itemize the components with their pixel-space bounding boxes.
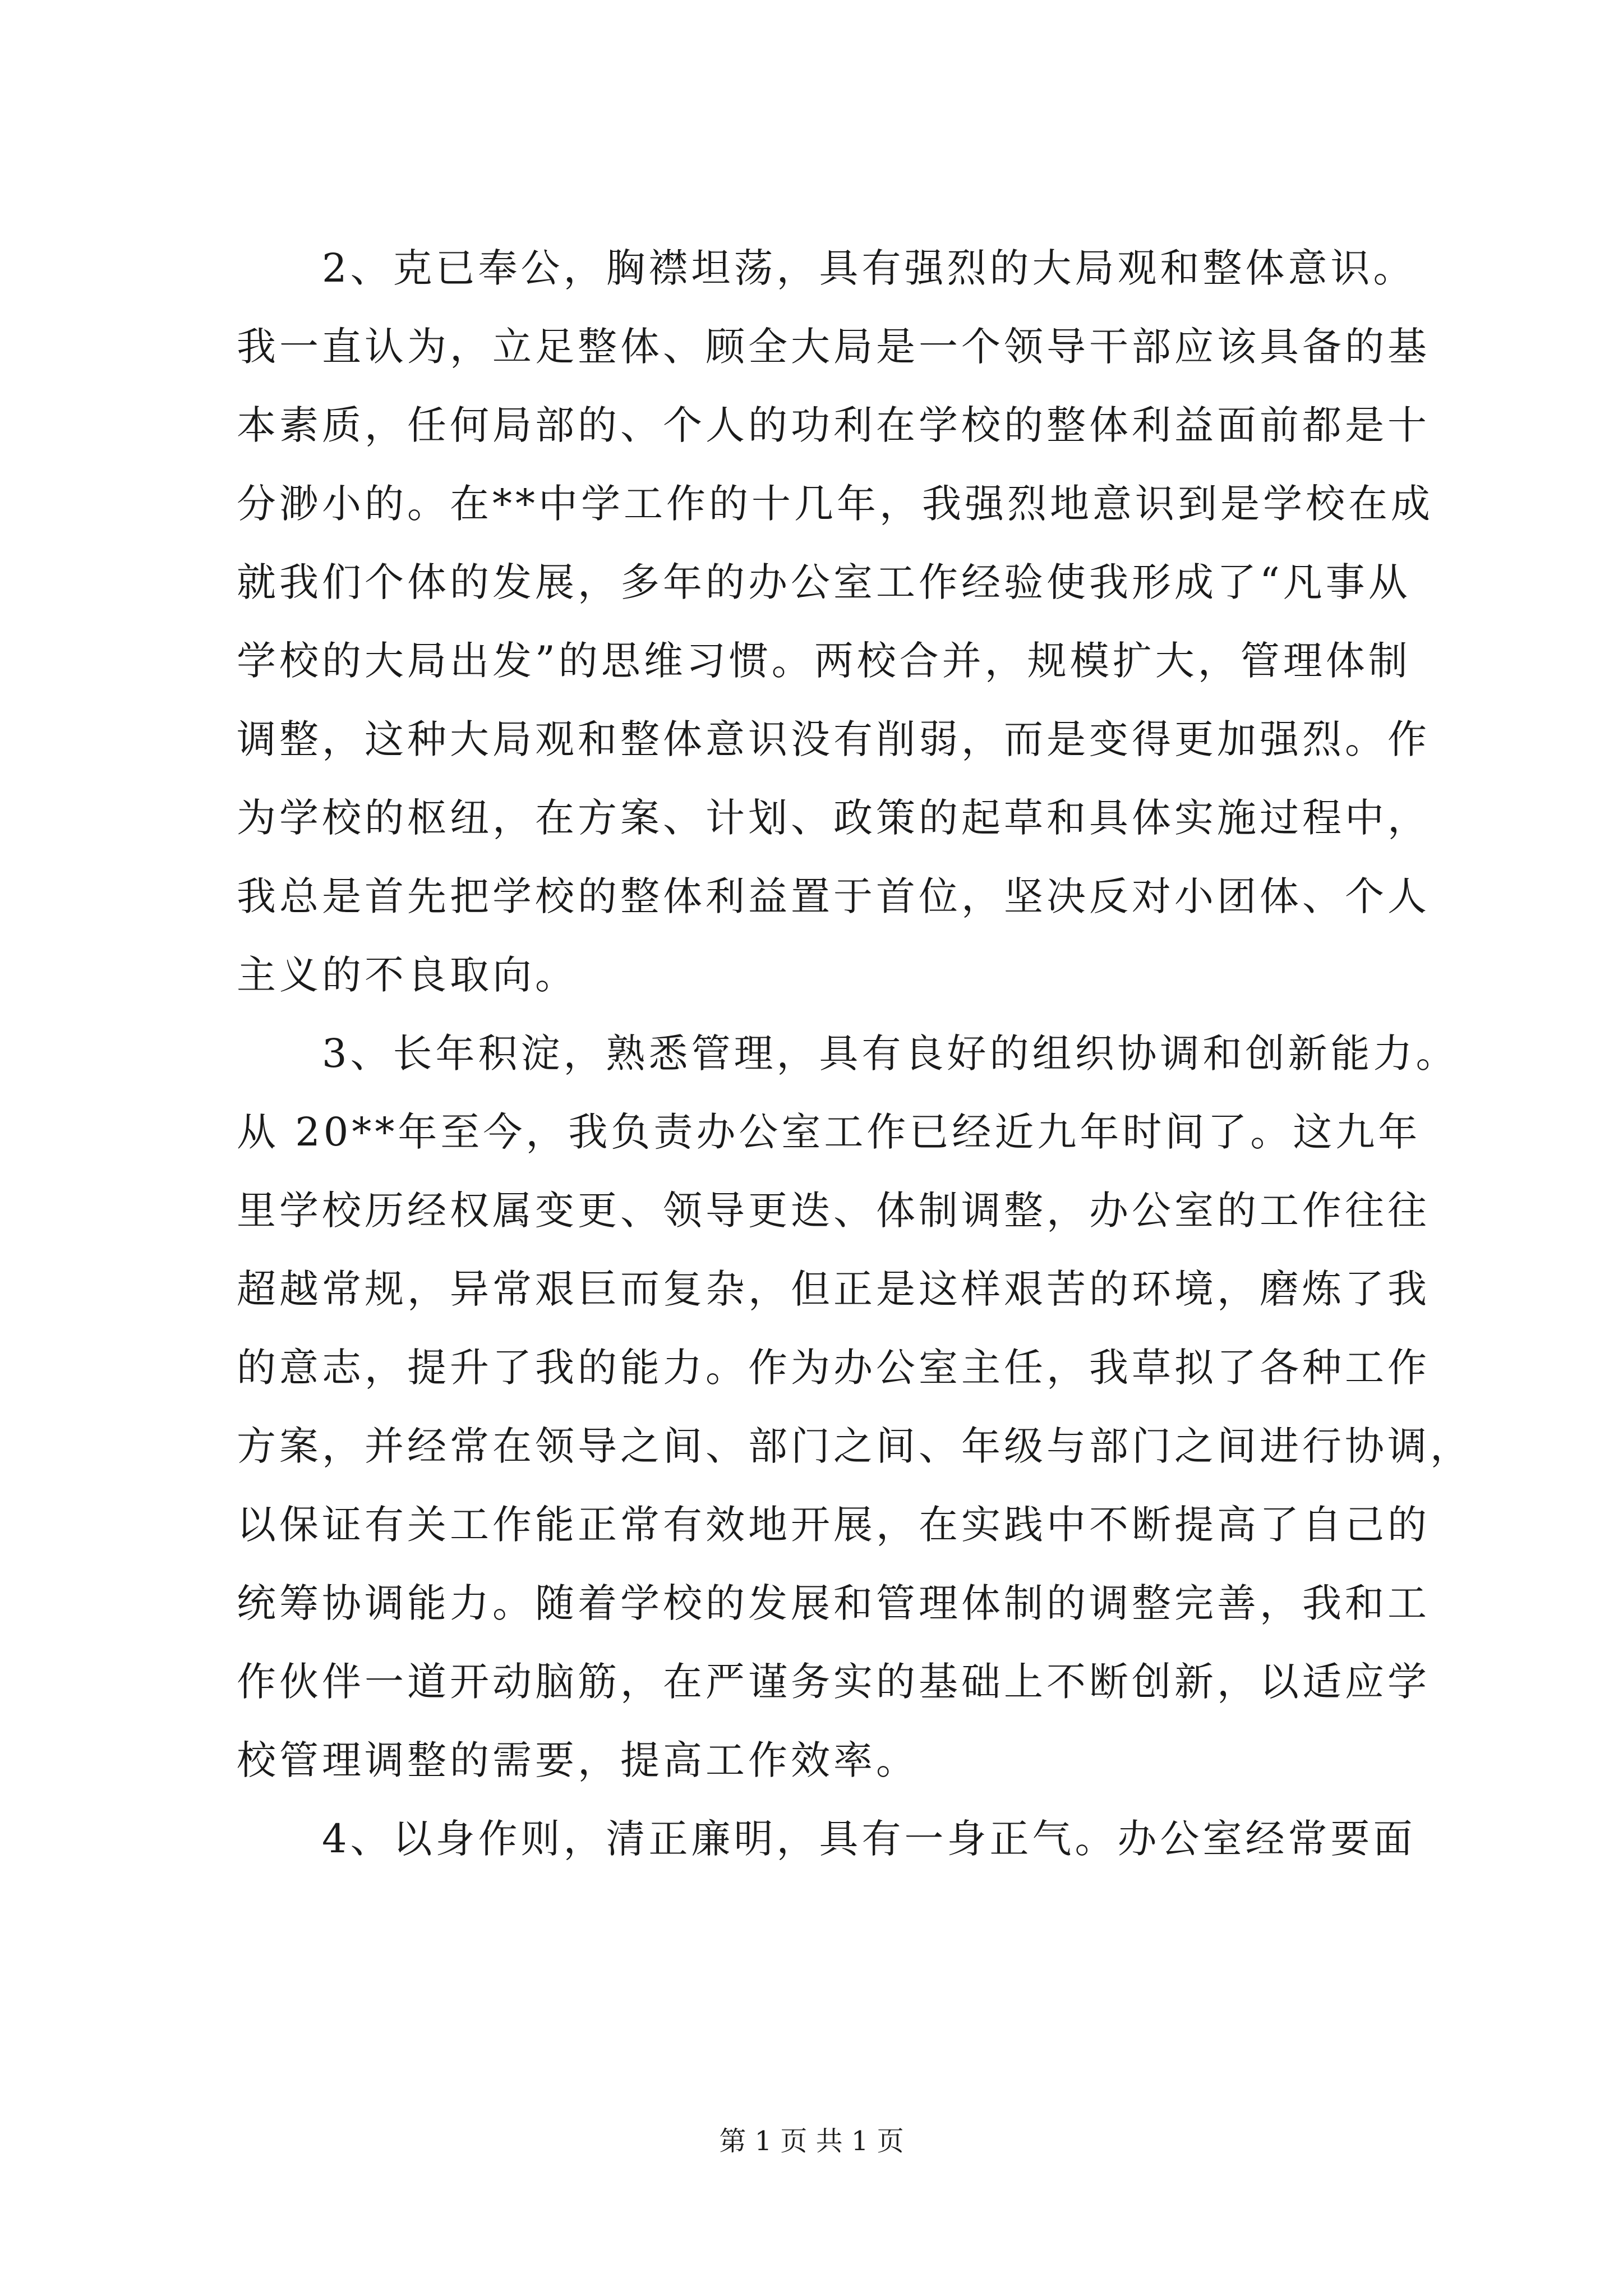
text-line: 从 20**年至今，我负责办公室工作已经近九年时间了。这九年: [237, 1109, 1421, 1155]
text-line: 主义的不良取向。: [237, 952, 578, 998]
text-line: 就我们个体的发展，多年的办公室工作经验使我形成了“凡事从: [237, 559, 1411, 605]
body-text: [237, 229, 1473, 1878]
text-line: 我一直认为，立足整体、顾全大局是一个领导干部应该具备的基: [237, 324, 1430, 370]
text-line: 我总是首先把学校的整体利益置于首位，坚决反对小团体、个人: [237, 873, 1430, 919]
text-line: 调整，这种大局观和整体意识没有削弱，而是变得更加强烈。作: [237, 716, 1430, 762]
text-line: 里学校历经权属变更、领导更迭、体制调整，办公室的工作往往: [237, 1188, 1430, 1234]
text-line: 分渺小的。在**中学工作的十几年，我强烈地意识到是学校在成: [237, 481, 1433, 527]
text-line: 超越常规，异常艰巨而复杂，但正是这样艰苦的环境，磨炼了我: [237, 1266, 1430, 1312]
text-line: 2、克已奉公，胸襟坦荡，具有强烈的大局观和整体意识。: [237, 245, 1416, 291]
text-line: 的意志，提升了我的能力。作为办公室主任，我草拟了各种工作: [237, 1345, 1430, 1391]
text-line: 方案，并经常在领导之间、部门之间、年级与部门之间进行协调，: [237, 1423, 1473, 1469]
page-number-footer: 第 1 页 共 1 页: [719, 2125, 904, 2157]
text-line: 4、以身作则，清正廉明，具有一身正气。办公室经常要面: [237, 1816, 1416, 1862]
text-line: 作伙伴一道开动脑筋，在严谨务实的基础上不断创新，以适应学: [237, 1659, 1430, 1705]
text-line: 以保证有关工作能正常有效地开展，在实践中不断提高了自己的: [237, 1502, 1430, 1548]
text-line: 学校的大局出发”的思维习惯。两校合并，规模扩大，管理体制: [237, 638, 1411, 684]
text-line: 为学校的枢纽，在方案、计划、政策的起草和具体实施过程中，: [237, 795, 1430, 841]
text-line: 3、长年积淀，熟悉管理，具有良好的组织协调和创新能力。: [237, 1030, 1459, 1076]
text-line: 统筹协调能力。随着学校的发展和管理体制的调整完善，我和工: [237, 1580, 1430, 1626]
text-line: 本素质，任何局部的、个人的功利在学校的整体利益面前都是十: [237, 402, 1430, 448]
text-line: 校管理调整的需要，提高工作效率。: [237, 1737, 919, 1783]
